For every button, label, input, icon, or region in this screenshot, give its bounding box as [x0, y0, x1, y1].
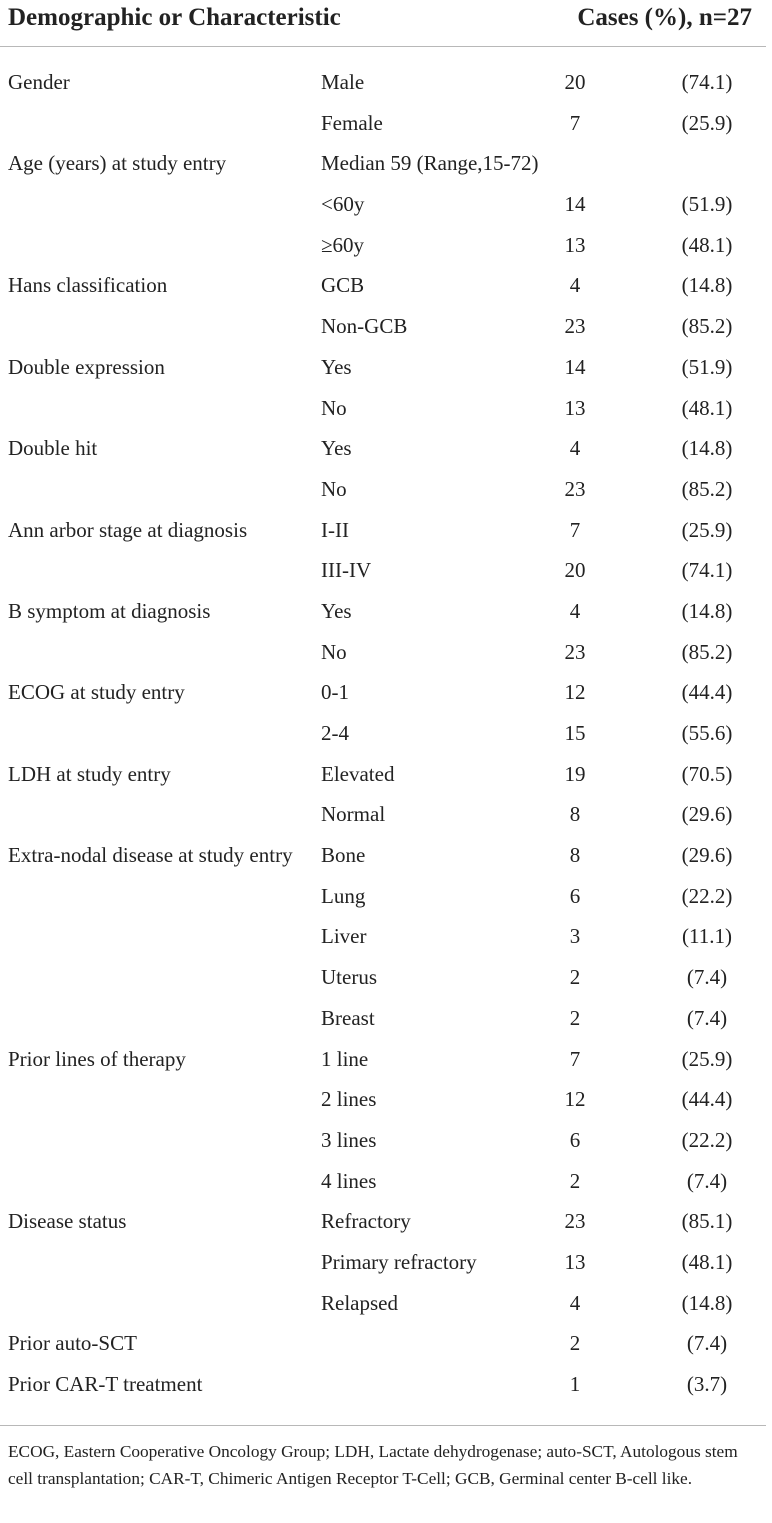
- cell-percent: (48.1): [681, 395, 733, 420]
- cell-count: 7: [569, 110, 581, 135]
- cell-percent: (44.4): [681, 680, 733, 705]
- cell-category: Lung: [321, 883, 366, 908]
- cell-percent: (48.1): [681, 1249, 733, 1274]
- cell-percent: (7.4): [686, 1168, 728, 1193]
- cell-percent: (74.1): [681, 70, 733, 94]
- table-row: [0, 232, 772, 273]
- cell-count: 14: [564, 192, 586, 217]
- cell-percent: (51.9): [681, 192, 733, 217]
- cell-characteristic: Extra-nodal disease at study entry: [8, 843, 293, 868]
- cell-category: Liver: [321, 924, 367, 949]
- cell-percent: (85.2): [681, 639, 733, 664]
- cell-count: 23: [564, 639, 586, 664]
- table-row: [0, 150, 772, 191]
- cell-category: Normal: [321, 802, 386, 827]
- cell-category: No: [321, 639, 347, 664]
- cell-characteristic: Prior auto-SCT: [8, 1331, 137, 1356]
- cell-category: Primary refractory: [321, 1249, 477, 1274]
- cell-category: Median 59 (Range,15-72): [321, 151, 539, 176]
- cell-count: 23: [564, 314, 586, 339]
- cell-count: 13: [564, 232, 586, 257]
- cell-count: 6: [569, 1127, 581, 1152]
- cell-percent: (3.7): [686, 1372, 728, 1396]
- cell-count: 8: [569, 843, 581, 868]
- cell-percent: (70.5): [681, 761, 733, 786]
- cell-count: 12: [564, 1087, 586, 1112]
- cell-category: <60y: [321, 192, 365, 217]
- cell-category: 3 lines: [321, 1127, 377, 1152]
- cell-count: 2: [569, 1331, 581, 1356]
- cell-count: 23: [564, 1209, 586, 1234]
- cell-percent: (85.2): [681, 476, 733, 501]
- cell-characteristic: Prior lines of therapy: [8, 1046, 186, 1071]
- cell-category: Yes: [321, 354, 352, 379]
- cell-category: 1 line: [321, 1046, 369, 1071]
- cell-category: Yes: [321, 598, 352, 623]
- table-row: [0, 923, 772, 964]
- cell-percent: (25.9): [681, 110, 733, 135]
- cell-count: 20: [564, 70, 586, 94]
- table-footnote: ECOG, Eastern Cooperative Oncology Group; LDH, Lactate dehydrogenase; auto-SCT, Autologous stem cell transplantation; CAR-T, Chimeric Antigen Receptor T-Cell; GCB, Germinal center B-cell like.: [8, 1442, 738, 1488]
- cell-category: Refractory: [321, 1209, 411, 1234]
- table-row: [0, 964, 772, 1005]
- table-row: [0, 1168, 772, 1209]
- table-row: [0, 517, 772, 558]
- cell-category: Elevated: [321, 761, 395, 786]
- cell-percent: (25.9): [681, 1046, 733, 1071]
- cell-percent: (55.6): [681, 721, 733, 745]
- table-body: [0, 69, 772, 1412]
- table-bottom-rule: [0, 1425, 766, 1426]
- cell-characteristic: LDH at study entry: [8, 761, 171, 786]
- table-row: [0, 1249, 772, 1290]
- table-header: [0, 0, 766, 47]
- cell-category: Uterus: [321, 965, 377, 990]
- cell-percent: (11.1): [682, 924, 732, 949]
- cell-category: GCB: [321, 273, 365, 298]
- table-row: [0, 883, 772, 924]
- cell-category: No: [321, 476, 347, 501]
- header-characteristic: Demographic or Characteristic: [8, 4, 341, 31]
- cell-percent: (25.9): [681, 517, 733, 542]
- cell-characteristic: Age (years) at study entry: [8, 151, 227, 176]
- table-row: [0, 1046, 772, 1087]
- table-row: [0, 598, 772, 639]
- cell-count: 4: [569, 273, 581, 298]
- cell-category: Male: [321, 70, 365, 94]
- table-row: [0, 1005, 772, 1046]
- cell-category: 2 lines: [321, 1087, 377, 1112]
- table-row: [0, 476, 772, 517]
- cell-percent: (7.4): [686, 965, 728, 990]
- cell-count: 2: [569, 965, 581, 990]
- table-row: [0, 110, 772, 151]
- cell-category: Bone: [321, 843, 366, 868]
- cell-count: 19: [564, 761, 586, 786]
- cell-count: 8: [569, 802, 581, 827]
- cell-category: III-IV: [321, 558, 372, 583]
- table-row: [0, 1208, 772, 1249]
- table-row: [0, 1290, 772, 1331]
- cell-percent: (29.6): [681, 802, 733, 827]
- cell-percent: (14.8): [681, 436, 733, 461]
- cell-category: ≥60y: [321, 232, 365, 257]
- table-row: [0, 1371, 772, 1412]
- cell-count: 4: [569, 1290, 581, 1315]
- cell-percent: (85.2): [681, 314, 733, 339]
- cell-characteristic: Disease status: [8, 1209, 127, 1234]
- cell-percent: (85.1): [681, 1209, 733, 1234]
- cell-category: Yes: [321, 436, 352, 461]
- cell-count: 20: [564, 558, 586, 583]
- cell-percent: (22.2): [681, 883, 733, 908]
- table-row: [0, 191, 772, 232]
- table-row: [0, 313, 772, 354]
- cell-percent: (14.8): [681, 598, 733, 623]
- cell-characteristic: Gender: [8, 70, 70, 94]
- cell-percent: (14.8): [681, 273, 733, 298]
- cell-category: I-II: [321, 517, 349, 542]
- table-row: [0, 395, 772, 436]
- cell-percent: (22.2): [681, 1127, 733, 1152]
- table-row: [0, 679, 772, 720]
- cell-count: 15: [564, 721, 586, 745]
- cell-count: 12: [564, 680, 586, 705]
- cell-category: Non-GCB: [321, 314, 408, 339]
- cell-category: Breast: [321, 1005, 375, 1030]
- cell-count: 14: [564, 354, 586, 379]
- cell-percent: (48.1): [681, 232, 733, 257]
- cell-category: No: [321, 395, 347, 420]
- table-row: [0, 639, 772, 680]
- cell-category: 2-4: [321, 721, 349, 745]
- table-row: [0, 69, 772, 110]
- table-row: [0, 1086, 772, 1127]
- cell-percent: (14.8): [681, 1290, 733, 1315]
- table-row: [0, 435, 772, 476]
- cell-percent: (74.1): [681, 558, 733, 583]
- cell-count: 3: [569, 924, 581, 949]
- cell-percent: (7.4): [686, 1331, 728, 1356]
- header-cases: Cases (%), n=27: [577, 4, 752, 31]
- cell-characteristic: Ann arbor stage at diagnosis: [8, 517, 248, 542]
- table-row: [0, 720, 772, 761]
- cell-percent: (29.6): [681, 843, 733, 868]
- cell-category: Female: [321, 110, 383, 135]
- table-row: [0, 761, 772, 802]
- cell-characteristic: Hans classification: [8, 273, 168, 298]
- table-row: [0, 354, 772, 395]
- cell-characteristic: Prior CAR-T treatment: [8, 1372, 203, 1396]
- cell-percent: (51.9): [681, 354, 733, 379]
- cell-characteristic: B symptom at diagnosis: [8, 598, 211, 623]
- cell-count: 7: [569, 1046, 581, 1071]
- cell-percent: (44.4): [681, 1087, 733, 1112]
- cell-count: 13: [564, 395, 586, 420]
- cell-category: 0-1: [321, 680, 349, 705]
- cell-percent: (7.4): [686, 1005, 728, 1030]
- table-row: [0, 1330, 772, 1371]
- cell-count: 23: [564, 476, 586, 501]
- table-row: [0, 842, 772, 883]
- table-row: [0, 801, 772, 842]
- cell-characteristic: Double expression: [8, 354, 165, 379]
- cell-category: Relapsed: [321, 1290, 398, 1315]
- cell-count: 2: [569, 1005, 581, 1030]
- cell-count: 6: [569, 883, 581, 908]
- cell-count: 13: [564, 1249, 586, 1274]
- cell-category: 4 lines: [321, 1168, 377, 1193]
- table-row: [0, 557, 772, 598]
- table-row: [0, 1127, 772, 1168]
- table-row: [0, 272, 772, 313]
- cell-count: 4: [569, 598, 581, 623]
- cell-count: 1: [569, 1372, 581, 1396]
- cell-characteristic: ECOG at study entry: [8, 680, 185, 705]
- cell-count: 7: [569, 517, 581, 542]
- cell-characteristic: Double hit: [8, 436, 98, 461]
- cell-count: 4: [569, 436, 581, 461]
- cell-count: 2: [569, 1168, 581, 1193]
